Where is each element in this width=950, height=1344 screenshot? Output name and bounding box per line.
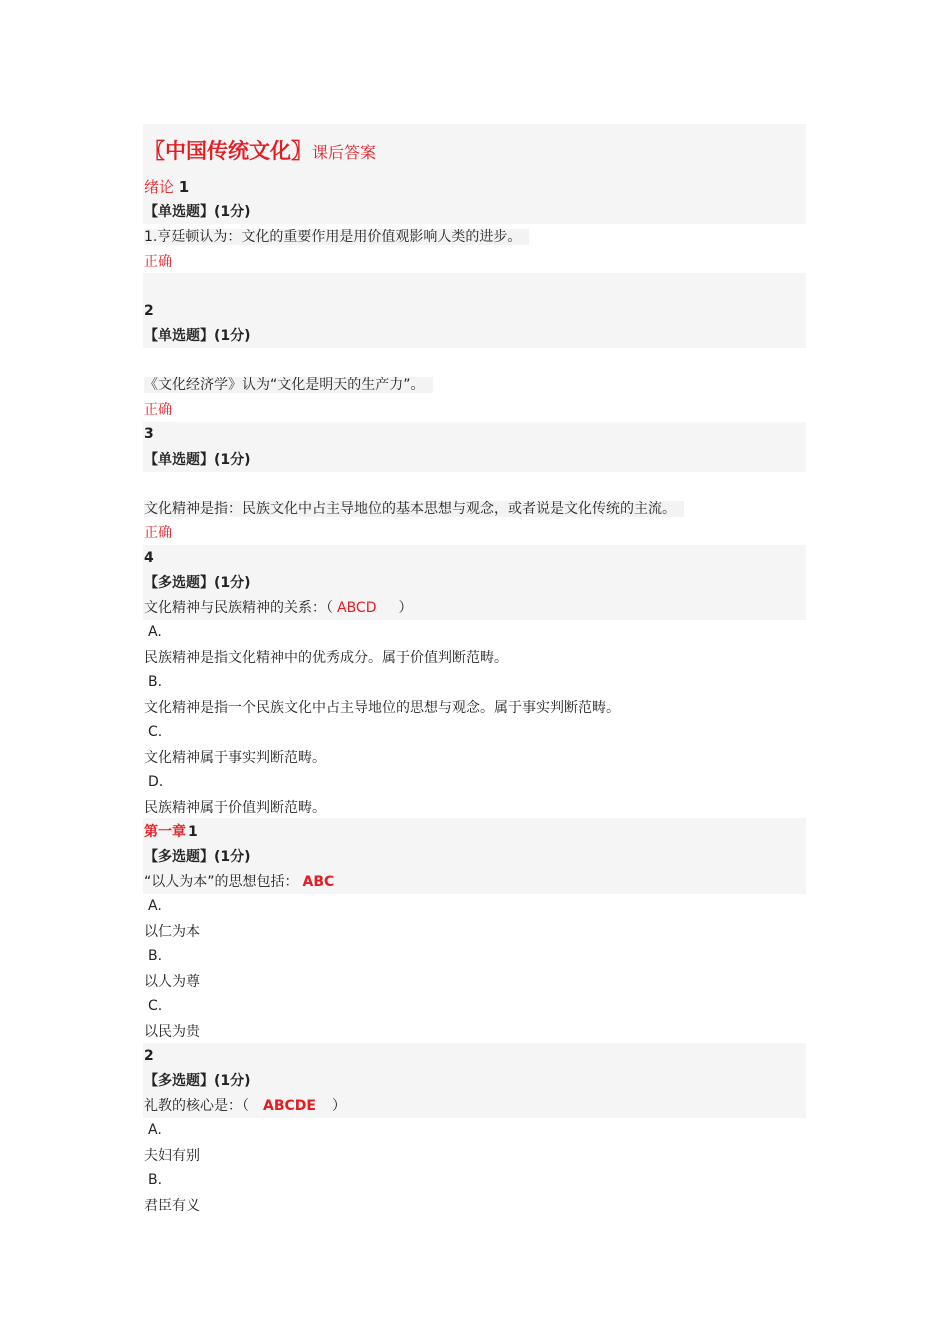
option-text: 文化精神是指一个民族文化中占主导地位的思想与观念。属于事实判断范畴。 (144, 700, 620, 716)
question-text (144, 872, 334, 892)
question-number: 2 (144, 1048, 154, 1064)
section-name: 绪论 (144, 178, 175, 196)
option-label: B. (148, 674, 163, 690)
answer: ABC (302, 874, 335, 890)
question-type: 【单选题】(1分) (144, 328, 251, 344)
question-type: 【多选题】(1分) (144, 1073, 251, 1089)
answer: 正确 (144, 254, 172, 270)
question-text-prefix: 文化精神与民族精神的关系：（ (144, 600, 333, 616)
option-text: 以仁为本 (144, 924, 200, 940)
question-number: 4 (144, 550, 154, 566)
answer: 正确 (144, 525, 172, 541)
answer: 正确 (144, 402, 172, 418)
question-number: 1 (178, 178, 190, 196)
option-text: 以人为尊 (144, 974, 200, 990)
question-text-prefix: “以人为本”的思想包括： (144, 874, 299, 890)
section-heading (144, 177, 189, 197)
question-type: 【单选题】(1分) (144, 452, 251, 468)
question-number: 2 (144, 303, 154, 319)
option-label: B. (148, 948, 163, 964)
question-text-body: 《文化经济学》认为“文化是明天的生产力”。 (144, 377, 433, 393)
option-text: 君臣有义 (144, 1198, 200, 1214)
question-text-suffix: ） (398, 600, 413, 616)
answer: ABCDE (263, 1098, 316, 1114)
option-label: A. (148, 624, 162, 640)
question-text (144, 1096, 346, 1116)
question-type: 【单选题】(1分) (144, 204, 251, 220)
section-heading (144, 822, 198, 842)
option-label: C. (148, 724, 163, 740)
option-text: 文化精神属于事实判断范畴。 (144, 750, 326, 766)
question-text-body: 文化精神是指：民族文化中占主导地位的基本思想与观念，或者说是文化传统的主流。 (144, 501, 684, 517)
answer: ABCD (337, 600, 377, 616)
title-main: 〖中国传统文化〗 (144, 139, 312, 163)
question-text (144, 499, 684, 519)
question-text-prefix: 礼教的核心是：（ (144, 1098, 249, 1114)
option-text: 夫妇有别 (144, 1148, 200, 1164)
question-type: 【多选题】(1分) (144, 849, 251, 865)
question-number: 3 (144, 426, 154, 442)
section-name: 第一章 (144, 824, 186, 840)
option-label: B. (148, 1172, 163, 1188)
question-text (144, 375, 433, 395)
page-title (144, 136, 376, 168)
question-text (144, 227, 529, 247)
option-text: 以民为贵 (144, 1024, 200, 1040)
option-label: C. (148, 998, 163, 1014)
option-label: A. (148, 898, 162, 914)
option-label: D. (148, 774, 164, 790)
question-type: 【多选题】(1分) (144, 575, 251, 591)
question-number: 1 (188, 824, 198, 840)
question-text (144, 598, 413, 618)
title-subtitle: 课后答案 (312, 143, 377, 162)
option-text: 民族精神是指文化精神中的优秀成分。属于价值判断范畴。 (144, 650, 508, 666)
question-text-suffix: ） (331, 1098, 346, 1114)
option-text: 民族精神属于价值判断范畴。 (144, 800, 326, 816)
option-label: A. (148, 1122, 162, 1138)
question-text-body: 1.亨廷顿认为：文化的重要作用是用价值观影响人类的进步。 (144, 229, 529, 245)
